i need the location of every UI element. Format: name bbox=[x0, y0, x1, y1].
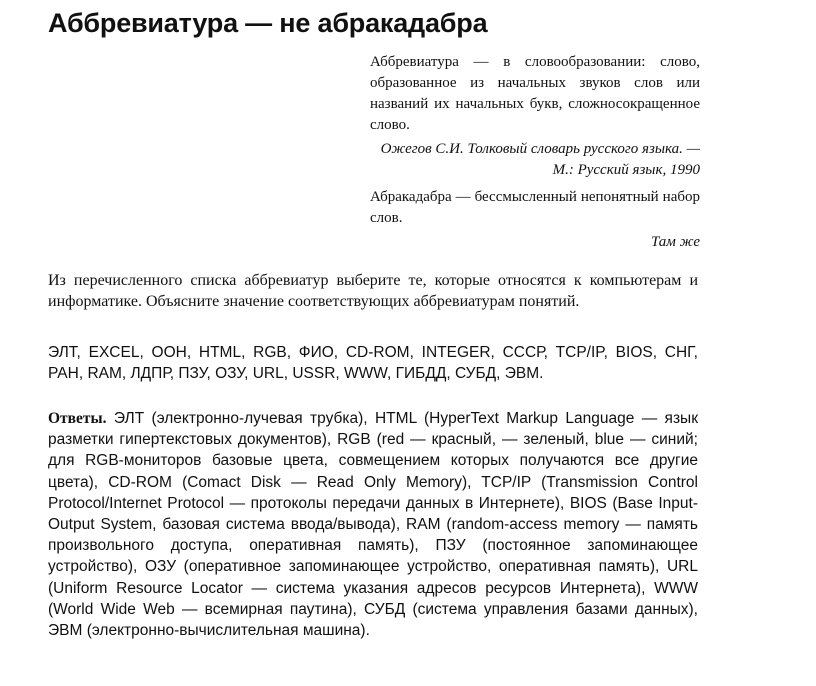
epigraph-block bbox=[370, 52, 700, 259]
answers-paragraph bbox=[48, 408, 698, 641]
answers-text: ЭЛТ (электронно-лучевая трубка), HTML (HyperText Markup Language — язык разметки гипертекстовых документов), RGB (red — красный, — зеленый, blue — синий; для RGB-мониторов базовые цвета, совмещением которых получаются все другие цвета), CD-ROM (Comact Disk — Read Only Memory), TCP/IP (Transmission Control Protocol/Internet Protocol — протоколы передачи данных в Интернете), BIOS (Base Input-Output System, базовая система ввода/вывода), RAM (random-access memory — память произвольного доступа, оперативная память), ПЗУ (постоянное запоминающее устройство), ОЗУ (оперативное запоминающее устройство, оперативная память), URL (Uniform Resource Locator — система указания адресов ресурсов Интернета), WWW (World Wide Web — всемирная паутина), СУБД (система управления базами данных), ЭВМ (электронно-вычислительная машина). bbox=[48, 410, 698, 640]
epigraph-text: Аббревиатура — в словообразовании: слово, образованное из начальных звуков слов или названий их начальных букв, сложносокращенное слово. bbox=[370, 54, 700, 133]
answers-label: Ответы. bbox=[48, 410, 107, 427]
task-paragraph: Из перечисленного списка аббревиатур выберите те, которые относятся к компьютерам и информатике. Объясните значение соответствующих аббревиатурам понятий. bbox=[48, 272, 698, 310]
epigraph-source: Там же bbox=[650, 234, 700, 250]
page-title: Аббревиатура — не абракадабра bbox=[48, 8, 488, 38]
epigraph-text: Абракадабра — бессмысленный непонятный набор слов. bbox=[370, 189, 700, 226]
epigraph-source: Ожегов С.И. Толковый словарь русского языка. — М.: Русский язык, 1990 bbox=[380, 141, 700, 178]
abbreviation-list: ЭЛТ, EXCEL, ООН, HTML, RGB, ФИО, CD-ROM, INTEGER, СССР, TCP/IP, BIOS, СНГ, РАН, RAM, ЛДПР, ПЗУ, ОЗУ, URL, USSR, WWW, ГИБДД, СУБД, ЭВМ. bbox=[48, 344, 698, 382]
